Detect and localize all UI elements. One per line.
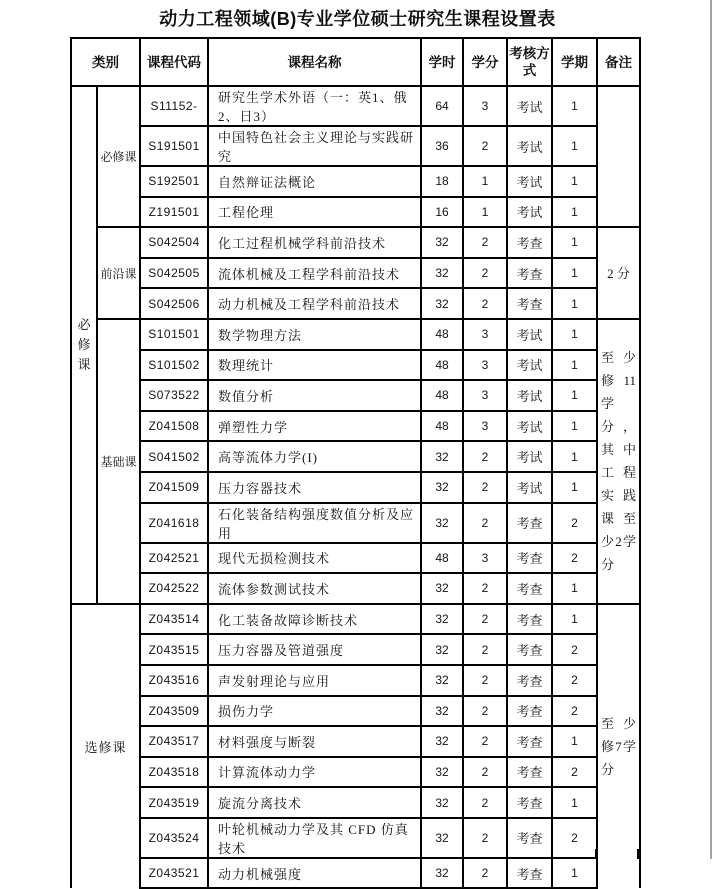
assessment-cell: 考试 [507, 350, 552, 381]
course-row [71, 634, 640, 665]
course-name-cell: 流体机械及工程学科前沿技术 [208, 258, 421, 289]
credits-cell: 2 [463, 472, 507, 503]
credits-cell: 2 [463, 573, 507, 604]
credits-cell: 2 [463, 726, 507, 757]
course-name-cell: 现代无损检测技术 [208, 543, 421, 574]
assessment-cell: 考试 [507, 380, 552, 411]
semester-cell: 1 [552, 787, 597, 818]
course-name-cell: 动力机械强度 [208, 858, 421, 889]
course-code-cell: S11152- [140, 86, 208, 126]
course-name-cell: 损伤力学 [208, 696, 421, 727]
course-code-cell: S101501 [140, 319, 208, 350]
assessment-cell: 考试 [507, 441, 552, 472]
course-code-cell: Z043521 [140, 858, 208, 889]
course-row [71, 227, 640, 258]
semester-cell: 1 [552, 604, 597, 635]
credits-cell: 3 [463, 411, 507, 442]
table-left-border-extension [70, 849, 72, 859]
course-row [71, 258, 640, 289]
semester-cell: 2 [552, 665, 597, 696]
subcategory-frontier-label: 前沿课 [97, 227, 140, 319]
note-column-left-border-extension [595, 849, 597, 859]
course-name-cell: 化工装备故障诊断技术 [208, 604, 421, 635]
course-row [71, 380, 640, 411]
course-name-cell: 叶轮机械动力学及其 CFD 仿真技术 [208, 818, 421, 858]
course-row [71, 757, 640, 788]
assessment-cell: 考试 [507, 472, 552, 503]
course-row [71, 858, 640, 889]
assessment-cell: 考查 [507, 818, 552, 858]
header-semester: 学期 [552, 38, 597, 86]
category-required-vertical-label: 必修课 [71, 86, 97, 604]
assessment-cell: 考查 [507, 503, 552, 543]
assessment-cell: 考查 [507, 604, 552, 635]
course-code-cell: Z043517 [140, 726, 208, 757]
hours-cell: 32 [421, 634, 463, 665]
course-name-cell: 材料强度与断裂 [208, 726, 421, 757]
header-row [71, 38, 640, 86]
header-note: 备注 [597, 38, 640, 86]
semester-cell: 2 [552, 696, 597, 727]
course-code-cell: Z041508 [140, 411, 208, 442]
hours-cell: 48 [421, 411, 463, 442]
course-row [71, 543, 640, 574]
course-name-cell: 声发射理论与应用 [208, 665, 421, 696]
course-code-cell: Z191501 [140, 197, 208, 228]
credits-cell: 2 [463, 503, 507, 543]
course-name-cell: 弹塑性力学 [208, 411, 421, 442]
header-course-name: 课程名称 [208, 38, 421, 86]
semester-cell: 1 [552, 197, 597, 228]
assessment-cell: 考查 [507, 665, 552, 696]
credits-cell: 2 [463, 787, 507, 818]
course-table [70, 37, 641, 889]
header-credits: 学分 [463, 38, 507, 86]
course-row [71, 411, 640, 442]
course-row [71, 503, 640, 543]
hours-cell: 48 [421, 380, 463, 411]
credits-cell: 3 [463, 86, 507, 126]
course-row [71, 573, 640, 604]
course-row [71, 319, 640, 350]
subcategory-compulsory-label: 必修课 [97, 86, 140, 227]
course-name-cell: 动力机械及工程学科前沿技术 [208, 288, 421, 319]
credits-cell: 2 [463, 665, 507, 696]
hours-cell: 32 [421, 665, 463, 696]
course-name-cell: 数学物理方法 [208, 319, 421, 350]
page-right-edge-line [710, 0, 712, 859]
course-name-cell: 数值分析 [208, 380, 421, 411]
page-title: 动力工程领域(B)专业学位硕士研究生课程设置表 [159, 9, 556, 29]
assessment-cell: 考查 [507, 258, 552, 289]
credits-cell: 2 [463, 126, 507, 166]
semester-cell: 1 [552, 350, 597, 381]
course-code-cell: Z043518 [140, 757, 208, 788]
course-row [71, 818, 640, 858]
course-name-cell: 工程伦理 [208, 197, 421, 228]
assessment-cell: 考试 [507, 166, 552, 197]
credits-cell: 2 [463, 227, 507, 258]
course-name-cell: 旋流分离技术 [208, 787, 421, 818]
semester-cell: 1 [552, 573, 597, 604]
credits-cell: 2 [463, 858, 507, 889]
credits-cell: 2 [463, 634, 507, 665]
semester-cell: 1 [552, 258, 597, 289]
course-row [71, 726, 640, 757]
hours-cell: 16 [421, 197, 463, 228]
course-code-cell: S042506 [140, 288, 208, 319]
assessment-cell: 考试 [507, 86, 552, 126]
credits-cell: 2 [463, 258, 507, 289]
course-code-cell: Z041509 [140, 472, 208, 503]
assessment-cell: 考查 [507, 787, 552, 818]
credits-cell: 1 [463, 166, 507, 197]
course-name-cell: 研究生学术外语（一：英1、俄2、日3） [208, 86, 421, 126]
hours-cell: 32 [421, 726, 463, 757]
semester-cell: 1 [552, 380, 597, 411]
assessment-cell: 考试 [507, 197, 552, 228]
hours-cell: 36 [421, 126, 463, 166]
course-row [71, 288, 640, 319]
assessment-cell: 考查 [507, 227, 552, 258]
course-name-cell: 中国特色社会主义理论与实践研究 [208, 126, 421, 166]
course-code-cell: S041502 [140, 441, 208, 472]
assessment-cell: 考查 [507, 858, 552, 889]
hours-cell: 32 [421, 503, 463, 543]
course-row [71, 472, 640, 503]
hours-cell: 48 [421, 319, 463, 350]
credits-cell: 1 [463, 197, 507, 228]
assessment-cell: 考查 [507, 696, 552, 727]
course-row [71, 696, 640, 727]
assessment-cell: 考查 [507, 573, 552, 604]
course-row [71, 350, 640, 381]
semester-cell: 1 [552, 441, 597, 472]
course-row [71, 441, 640, 472]
assessment-cell: 考查 [507, 288, 552, 319]
course-name-cell: 高等流体力学(I) [208, 441, 421, 472]
course-row [71, 665, 640, 696]
course-code-cell: Z041618 [140, 503, 208, 543]
hours-cell: 32 [421, 787, 463, 818]
hours-cell: 32 [421, 441, 463, 472]
note-compulsory-cell [597, 86, 640, 227]
course-name-cell: 压力容器技术 [208, 472, 421, 503]
semester-cell: 1 [552, 288, 597, 319]
course-code-cell: Z042522 [140, 573, 208, 604]
semester-cell: 2 [552, 757, 597, 788]
hours-cell: 32 [421, 818, 463, 858]
course-row [71, 126, 640, 166]
hours-cell: 32 [421, 604, 463, 635]
assessment-cell: 考查 [507, 726, 552, 757]
course-row [71, 86, 640, 126]
course-code-cell: Z043524 [140, 818, 208, 858]
course-name-cell: 化工过程机械学科前沿技术 [208, 227, 421, 258]
semester-cell: 1 [552, 319, 597, 350]
course-code-cell: Z043519 [140, 787, 208, 818]
category-column-border-extension [139, 849, 141, 859]
credits-cell: 2 [463, 288, 507, 319]
course-name-cell: 流体参数测试技术 [208, 573, 421, 604]
course-code-cell: Z042521 [140, 543, 208, 574]
course-name-cell: 数理统计 [208, 350, 421, 381]
semester-cell: 1 [552, 227, 597, 258]
course-code-cell: S042505 [140, 258, 208, 289]
course-code-cell: S073522 [140, 380, 208, 411]
course-code-cell: S042504 [140, 227, 208, 258]
assessment-cell: 考查 [507, 757, 552, 788]
semester-cell: 2 [552, 634, 597, 665]
credits-cell: 2 [463, 818, 507, 858]
hours-cell: 32 [421, 573, 463, 604]
course-row [71, 787, 640, 818]
header-hours: 学时 [421, 38, 463, 86]
semester-cell: 2 [552, 818, 597, 858]
note-foundation-cell: 至少修11学分，其中工程实践课至少2学分 [597, 319, 640, 604]
hours-cell: 32 [421, 472, 463, 503]
credits-cell: 3 [463, 380, 507, 411]
hours-cell: 64 [421, 86, 463, 126]
credits-cell: 2 [463, 696, 507, 727]
course-code-cell: Z043509 [140, 696, 208, 727]
course-row [71, 166, 640, 197]
header-category: 类别 [71, 38, 140, 86]
credits-cell: 2 [463, 441, 507, 472]
course-code-cell: Z043514 [140, 604, 208, 635]
hours-cell: 32 [421, 757, 463, 788]
hours-cell: 32 [421, 258, 463, 289]
course-name-cell: 石化装备结构强度数值分析及应用 [208, 503, 421, 543]
course-code-cell: Z043516 [140, 665, 208, 696]
hours-cell: 48 [421, 350, 463, 381]
semester-cell: 1 [552, 166, 597, 197]
course-name-cell: 计算流体动力学 [208, 757, 421, 788]
hours-cell: 32 [421, 858, 463, 889]
subcategory-foundation-label: 基础课 [97, 319, 140, 604]
semester-cell: 1 [552, 726, 597, 757]
note-column-right-border-extension [637, 849, 639, 859]
hours-cell: 18 [421, 166, 463, 197]
note-frontier-cell: 2 分 [597, 227, 640, 319]
course-table-container [70, 37, 640, 889]
course-code-cell: Z043515 [140, 634, 208, 665]
course-name-cell: 自然辩证法概论 [208, 166, 421, 197]
hours-cell: 32 [421, 288, 463, 319]
assessment-cell: 考试 [507, 411, 552, 442]
assessment-cell: 考试 [507, 319, 552, 350]
semester-cell: 1 [552, 86, 597, 126]
course-name-cell: 压力容器及管道强度 [208, 634, 421, 665]
course-code-cell: S191501 [140, 126, 208, 166]
course-code-cell: S101502 [140, 350, 208, 381]
semester-cell: 2 [552, 543, 597, 574]
credits-cell: 3 [463, 543, 507, 574]
assessment-cell: 考试 [507, 126, 552, 166]
credits-cell: 3 [463, 319, 507, 350]
semester-cell: 1 [552, 858, 597, 889]
hours-cell: 48 [421, 543, 463, 574]
course-row [71, 197, 640, 228]
semester-cell: 1 [552, 411, 597, 442]
assessment-cell: 考查 [507, 634, 552, 665]
semester-cell: 1 [552, 472, 597, 503]
credits-cell: 2 [463, 604, 507, 635]
semester-cell: 1 [552, 126, 597, 166]
header-course-code: 课程代码 [140, 38, 208, 86]
category-elective-label: 选修课 [71, 604, 140, 889]
header-assessment: 考核方式 [507, 38, 552, 86]
note-elective-cell: 至少修7学分 [597, 604, 640, 889]
assessment-cell: 考查 [507, 543, 552, 574]
course-row [71, 604, 640, 635]
hours-cell: 32 [421, 227, 463, 258]
credits-cell: 3 [463, 350, 507, 381]
credits-cell: 2 [463, 757, 507, 788]
semester-cell: 2 [552, 503, 597, 543]
hours-cell: 32 [421, 696, 463, 727]
course-code-cell: S192501 [140, 166, 208, 197]
